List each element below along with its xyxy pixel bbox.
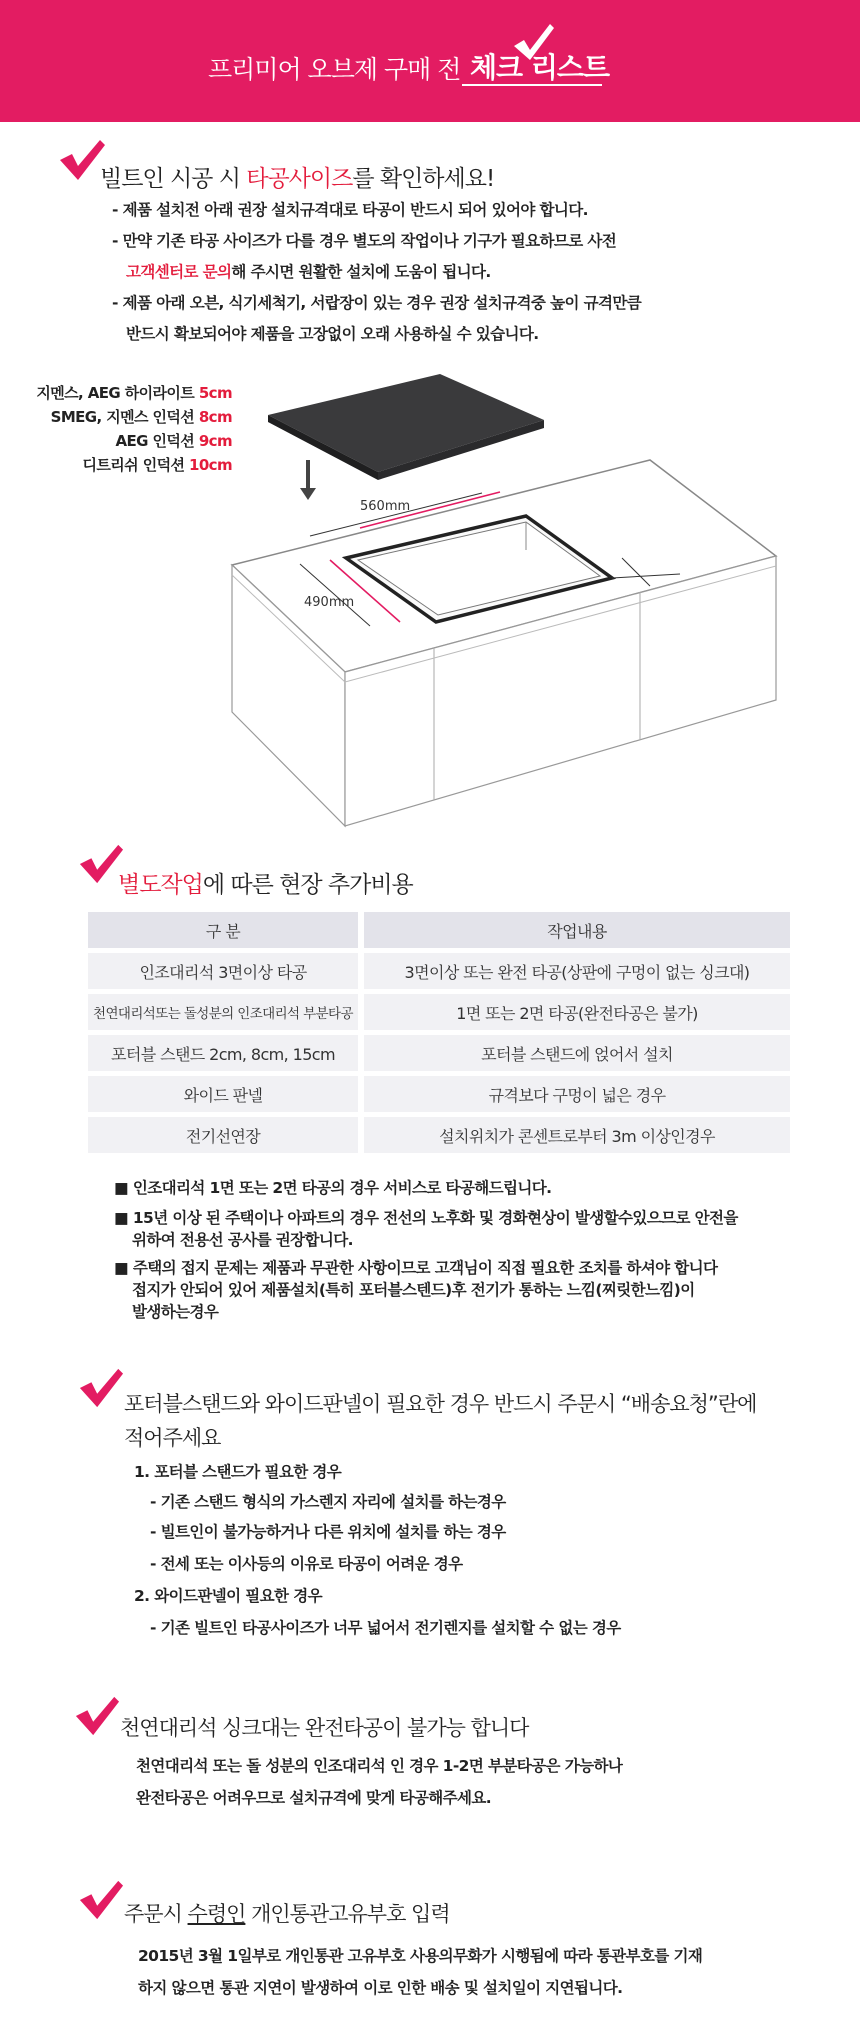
table-header-row <box>88 912 790 948</box>
section1-line: 반드시 확보되어야 제품을 고장없이 오래 사용하실 수 있습니다. <box>126 325 539 343</box>
section5-line: 2015년 3월 1일부로 개인통관 고유부호 사용의무화가 시행됨에 따라 통관부호를 기재 <box>138 1947 703 1965</box>
section1-line: - 제품 설치전 아래 권장 설치규격대로 타공이 반드시 되어 있어야 합니다. <box>112 201 588 219</box>
size-label: 디트리쉬 인덕션 10cm <box>82 456 232 474</box>
table-cell: 포터블 스탠드에 얹어서 설치 <box>364 1035 790 1071</box>
section1-title-post: 를 확인하세요! <box>352 166 495 192</box>
table-header-cell: 작업내용 <box>364 912 790 948</box>
section5-title-underline: 수령인 <box>187 1902 246 1926</box>
section2-title <box>118 866 413 899</box>
section2-title-red: 별도작업 <box>118 872 203 898</box>
note-line: ■ 주택의 접지 문제는 제품과 무관한 사항이므로 고객님이 직접 필요한 조치를 하셔야 합니다 <box>114 1259 718 1277</box>
width-dimension-label: 560mm <box>360 499 411 514</box>
size-label: AEG 인덕션 9cm <box>115 432 232 450</box>
section3-line: 2. 와이드판넬이 필요한 경우 <box>134 1587 322 1605</box>
section3-title: 포터블스탠드와 와이드판넬이 필요한 경우 반드시 주문시 “배송요청”란에 <box>124 1392 757 1416</box>
section3-line: - 전세 또는 이사등의 이유로 타공이 어려운 경우 <box>150 1555 463 1573</box>
check-icon <box>78 1366 124 1410</box>
section4-title: 천연대리석 싱크대는 완전타공이 불가능 합니다 <box>120 1716 529 1740</box>
section1-line: - 제품 아래 오븐, 식기세척기, 서랍장이 있는 경우 권장 설치규격중 높이 규격만큼 <box>112 294 642 312</box>
section3-line: - 기존 빌트인 타공사이즈가 너무 넓어서 전기렌지를 설치할 수 없는 경우 <box>150 1619 621 1637</box>
section5-title-post: 개인통관고유부호 입력 <box>245 1902 450 1926</box>
section3-line: 1. 포터블 스탠드가 필요한 경우 <box>134 1463 342 1481</box>
check-icon <box>78 1878 124 1922</box>
section1-line3-post: 해 주시면 원활한 설치에 도움이 됩니다. <box>231 263 491 281</box>
table-row <box>88 1076 790 1112</box>
section5-title-pre: 주문시 <box>124 1902 188 1926</box>
header-strong-title: 체크 리스트 <box>470 51 609 84</box>
table-cell: 설치위치가 콘센트로부터 3m 이상인경우 <box>364 1117 790 1153</box>
table-cell: 규격보다 구멍이 넓은 경우 <box>364 1076 790 1112</box>
section2-title-post: 에 따른 현장 추가비용 <box>202 872 413 898</box>
note-line: 발생하는경우 <box>132 1303 219 1321</box>
note-line: 위하여 전용선 공사를 권장합니다. <box>132 1231 353 1249</box>
extra-cost-table <box>88 912 790 1158</box>
section4-line: 천연대리석 또는 돌 성분의 인조대리석 인 경우 1-2면 부분타공은 가능하나 <box>136 1757 623 1775</box>
section3-line: - 기존 스탠드 형식의 가스렌지 자리에 설치를 하는경우 <box>150 1493 506 1511</box>
installation-diagram <box>0 360 860 830</box>
section1-title-red: 타공사이즈 <box>246 166 353 192</box>
note-line: ■ 인조대리석 1면 또는 2면 타공의 경우 서비스로 타공해드립니다. <box>114 1179 552 1197</box>
table-cell: 천연대리석또는 돌성분의 인조대리석 부분타공 <box>88 994 358 1030</box>
section3-line: - 빌트인이 불가능하거나 다른 위치에 설치를 하는 경우 <box>150 1523 506 1541</box>
header-title: 프리미어 오브제 구매 전 <box>208 55 461 84</box>
check-icon <box>74 1694 120 1738</box>
cooktop-shape <box>268 374 544 472</box>
section4-line: 완전타공은 어려우므로 설치규격에 맞게 타공해주세요. <box>136 1789 492 1807</box>
section1-title-pre: 빌트인 시공 시 <box>100 166 247 192</box>
section1-line <box>126 260 491 282</box>
check-icon <box>510 20 556 64</box>
customer-center-text: 고객센터로 문의 <box>126 263 232 281</box>
table-row <box>88 994 790 1030</box>
check-icon <box>58 138 106 182</box>
size-label: 지멘스, AEG 하이라이트 5cm <box>36 384 232 402</box>
depth-dimension-label: 490mm <box>304 595 355 610</box>
table-cell: 와이드 판넬 <box>88 1076 358 1112</box>
section3-title-line2: 적어주세요 <box>124 1426 221 1450</box>
section1-title <box>100 160 494 193</box>
table-cell: 포터블 스탠드 2cm, 8cm, 15cm <box>88 1035 358 1071</box>
note-line: ■ 15년 이상 된 주택이나 아파트의 경우 전선의 노후화 및 경화현상이 발생할수있으므로 안전을 <box>114 1209 738 1227</box>
table-cell: 3면이상 또는 완전 타공(상판에 구멍이 없는 싱크대) <box>364 953 790 989</box>
header-banner <box>0 0 860 122</box>
table-row <box>88 1035 790 1071</box>
note-line: 접지가 안되어 있어 제품설치(특히 포터블스텐드)후 전기가 통하는 느낌(찌릿한느낌)이 <box>132 1281 695 1299</box>
table-cell: 인조대리석 3면이상 타공 <box>88 953 358 989</box>
section5-title <box>124 1898 450 1928</box>
table-row <box>88 953 790 989</box>
header-underline <box>462 84 602 86</box>
table-cell: 전기선연장 <box>88 1117 358 1153</box>
cabinet-drawing <box>0 360 860 830</box>
table-row <box>88 1117 790 1153</box>
section1-line: - 만약 기존 타공 사이즈가 다를 경우 별도의 작업이나 기구가 필요하므로 사전 <box>112 232 617 250</box>
section5-line: 하지 않으면 통관 지연이 발생하여 이로 인한 배송 및 설치일이 지연됩니다. <box>138 1979 623 1997</box>
table-header-cell: 구 분 <box>88 912 358 948</box>
size-label: SMEG, 지멘스 인덕션 8cm <box>50 408 232 426</box>
table-cell: 1면 또는 2면 타공(완전타공은 불가) <box>364 994 790 1030</box>
